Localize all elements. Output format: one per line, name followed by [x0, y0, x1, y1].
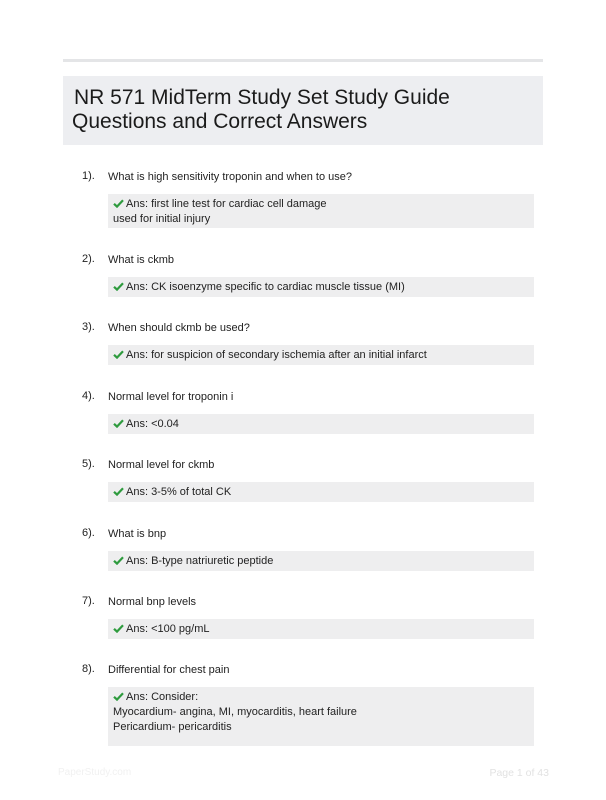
answer-box: [108, 277, 534, 297]
question-number: 2).: [82, 253, 95, 265]
question-number: 5).: [82, 458, 95, 470]
question-number: 7).: [82, 595, 95, 607]
answer-text: Ans: <100 pg/mL: [126, 623, 210, 635]
answer-box: [108, 482, 534, 502]
answer-box: [108, 414, 534, 434]
answer-text: Ans: B-type natriuretic peptide: [126, 555, 274, 567]
answer-box: [108, 345, 534, 365]
question-number: 3).: [82, 321, 95, 333]
checkmark-icon: [113, 556, 124, 565]
question-text: What is bnp: [108, 528, 167, 540]
question-text: When should ckmb be used?: [108, 322, 250, 334]
question-number: 8).: [82, 663, 95, 675]
answer-text: Ans: first line test for cardiac cell damage: [126, 198, 327, 210]
answer-box: [108, 687, 534, 746]
checkmark-icon: [113, 199, 124, 208]
answer-text: Ans: CK isoenzyme specific to cardiac muscle tissue (MI): [126, 281, 405, 293]
checkmark-icon: [113, 624, 124, 633]
answer-box: [108, 194, 534, 228]
question-text: Differential for chest pain: [108, 664, 230, 676]
page-title-line-1: NR 571 MidTerm Study Set Study Guide: [74, 86, 450, 109]
answer-box: [108, 619, 534, 639]
checkmark-icon: [113, 692, 124, 701]
checkmark-icon: [113, 282, 124, 291]
answer-text: Ans: <0.04: [126, 418, 179, 430]
checkmark-icon: [113, 487, 124, 496]
question-text: Normal level for troponin i: [108, 391, 234, 403]
answer-text: Ans: 3-5% of total CK: [126, 486, 232, 498]
checkmark-icon: [113, 350, 124, 359]
answer-text: Ans: Consider:: [126, 691, 199, 703]
top-divider: [63, 59, 543, 62]
question-number: 6).: [82, 527, 95, 539]
answer-text: Myocardium- angina, MI, myocarditis, heart failure: [113, 706, 357, 718]
title-banner: [63, 76, 543, 145]
question-number: 4).: [82, 390, 95, 402]
question-text: Normal bnp levels: [108, 596, 197, 608]
answer-box: [108, 551, 534, 571]
question-number: 1).: [82, 170, 95, 182]
question-text: Normal level for ckmb: [108, 459, 215, 471]
answer-text: used for initial injury: [113, 213, 211, 225]
answer-text: Pericardium- pericarditis: [113, 721, 232, 733]
checkmark-icon: [113, 419, 124, 428]
footer-site-watermark: PaperStudy.com: [58, 767, 132, 778]
question-text: What is high sensitivity troponin and when to use?: [108, 171, 352, 183]
answer-text: Ans: for suspicion of secondary ischemia after an initial infarct: [126, 349, 427, 361]
page-title-line-2: Questions and Correct Answers: [72, 110, 368, 133]
question-text: What is ckmb: [108, 254, 175, 266]
page-number: Page 1 of 43: [489, 767, 549, 779]
